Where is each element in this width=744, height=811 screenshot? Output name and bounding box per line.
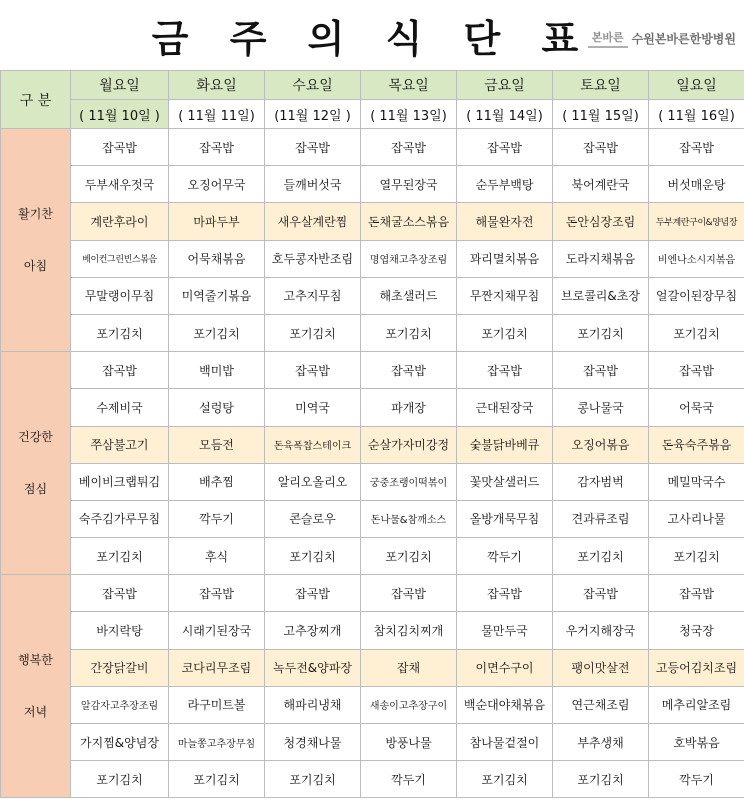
menu-item: 포기김치 xyxy=(553,761,649,798)
table-row xyxy=(1,166,744,203)
menu-item: 바지락탕 xyxy=(71,612,169,649)
menu-item: 열무된장국 xyxy=(361,166,457,203)
menu-item: 라구미트볼 xyxy=(169,686,265,723)
table-row xyxy=(1,426,744,463)
menu-item: 돈채굴소스볶음 xyxy=(361,203,457,240)
menu-item: 방풍나물 xyxy=(361,724,457,761)
menu-table xyxy=(0,70,744,798)
menu-item: 잡곡밥 xyxy=(649,352,744,389)
menu-item: 잡곡밥 xyxy=(265,575,361,612)
menu-item: 설렁탕 xyxy=(169,389,265,426)
menu-item: 메추리알조림 xyxy=(649,686,744,723)
menu-item: 포기김치 xyxy=(265,314,361,351)
menu-item: 포기김치 xyxy=(553,538,649,575)
date-cell: ( 11월 15일) xyxy=(553,100,649,129)
meal-label-line2: 점심 xyxy=(23,482,48,497)
menu-item: 포기김치 xyxy=(169,761,265,798)
day-header: 일요일 xyxy=(649,71,744,100)
menu-item: 배추찜 xyxy=(169,463,265,500)
menu-item: 잡곡밥 xyxy=(457,575,553,612)
menu-item: 청경채나물 xyxy=(265,724,361,761)
menu-item: 해초샐러드 xyxy=(361,277,457,314)
menu-item: 두부새우젓국 xyxy=(71,166,169,203)
menu-item: 잡곡밥 xyxy=(649,129,744,166)
menu-item: 순살가자미강정 xyxy=(361,426,457,463)
menu-item: 계란후라이 xyxy=(71,203,169,240)
meal-label xyxy=(1,129,71,352)
menu-item: 포기김치 xyxy=(649,538,744,575)
menu-item: 잡곡밥 xyxy=(457,352,553,389)
menu-item: 포기김치 xyxy=(169,314,265,351)
menu-item: 알감자고추장조림 xyxy=(71,686,169,723)
menu-item: 포기김치 xyxy=(361,538,457,575)
menu-item: 숙주김가루무침 xyxy=(71,500,169,537)
menu-item: 부추생채 xyxy=(553,724,649,761)
menu-item: 잡곡밥 xyxy=(169,129,265,166)
menu-item: 잡곡밥 xyxy=(553,352,649,389)
table-row xyxy=(1,686,744,723)
menu-item: 후식 xyxy=(169,538,265,575)
meal-label-line2: 저녁 xyxy=(23,705,48,720)
menu-item: 파개장 xyxy=(361,389,457,426)
menu-item: 포기김치 xyxy=(553,314,649,351)
menu-item: 깍두기 xyxy=(457,538,553,575)
menu-item: 물만두국 xyxy=(457,612,553,649)
table-row xyxy=(1,129,744,166)
menu-item: 잡곡밥 xyxy=(553,575,649,612)
menu-item: 근대된장국 xyxy=(457,389,553,426)
menu-item: 청국장 xyxy=(649,612,744,649)
menu-item: 어묵채볶음 xyxy=(169,240,265,277)
menu-item: 고추지무침 xyxy=(265,277,361,314)
menu-item: 잡곡밥 xyxy=(71,575,169,612)
menu-item: 알리오올리오 xyxy=(265,463,361,500)
menu-item: 무짠지채무침 xyxy=(457,277,553,314)
menu-item: 새우살계란찜 xyxy=(265,203,361,240)
menu-item: 백순대야채볶음 xyxy=(457,686,553,723)
meal-label-line1: 활기찬 xyxy=(18,207,53,222)
day-header: 수요일 xyxy=(265,71,361,100)
menu-item: 마파두부 xyxy=(169,203,265,240)
menu-item: 잡곡밥 xyxy=(169,575,265,612)
meal-label-line1: 건강한 xyxy=(18,430,53,445)
menu-item: 콘슬로우 xyxy=(265,500,361,537)
menu-item: 잡곡밥 xyxy=(265,129,361,166)
hospital-logo xyxy=(588,28,736,48)
menu-item: 브로콜리&초장 xyxy=(553,277,649,314)
menu-item: 깍두기 xyxy=(169,500,265,537)
menu-item: 깍두기 xyxy=(361,761,457,798)
menu-item: 마늘쫑고추장무침 xyxy=(169,724,265,761)
meal-label-line1: 행복한 xyxy=(18,653,53,668)
title-bar xyxy=(0,0,744,70)
table-row xyxy=(1,352,744,389)
menu-item: 잡곡밥 xyxy=(71,352,169,389)
date-cell: (11월 12일 ) xyxy=(265,100,361,129)
menu-item: 우거지해장국 xyxy=(553,612,649,649)
menu-item: 미역국 xyxy=(265,389,361,426)
date-row xyxy=(1,100,744,129)
day-header: 화요일 xyxy=(169,71,265,100)
menu-item: 들깨버섯국 xyxy=(265,166,361,203)
menu-item: 포기김치 xyxy=(649,314,744,351)
day-header: 금요일 xyxy=(457,71,553,100)
menu-item: 깍두기 xyxy=(649,761,744,798)
menu-item: 메밀막국수 xyxy=(649,463,744,500)
menu-item: 비엔나소시지볶음 xyxy=(649,240,744,277)
table-row xyxy=(1,649,744,686)
menu-item: 잡곡밥 xyxy=(265,352,361,389)
menu-item: 잡채 xyxy=(361,649,457,686)
menu-item: 포기김치 xyxy=(457,314,553,351)
table-row xyxy=(1,500,744,537)
menu-item: 궁중조랭이떡볶이 xyxy=(361,463,457,500)
menu-item: 미역줄기볶음 xyxy=(169,277,265,314)
menu-item: 베이컨그린빈스볶음 xyxy=(71,240,169,277)
menu-item: 북어계란국 xyxy=(553,166,649,203)
menu-item: 해물완자전 xyxy=(457,203,553,240)
table-row xyxy=(1,463,744,500)
menu-item: 고추장찌개 xyxy=(265,612,361,649)
menu-item: 포기김치 xyxy=(265,761,361,798)
table-row xyxy=(1,203,744,240)
menu-item: 순두부백탕 xyxy=(457,166,553,203)
menu-item: 팽이맛살전 xyxy=(553,649,649,686)
menu-item: 잡곡밥 xyxy=(71,129,169,166)
menu-item: 모듬전 xyxy=(169,426,265,463)
table-row xyxy=(1,389,744,426)
menu-item: 도라지채볶음 xyxy=(553,240,649,277)
date-cell: ( 11월 10일 ) xyxy=(71,100,169,129)
menu-item: 백미밥 xyxy=(169,352,265,389)
meal-label-line2: 아침 xyxy=(23,259,48,274)
date-cell: ( 11월 11일) xyxy=(169,100,265,129)
date-cell: ( 11월 16일) xyxy=(649,100,744,129)
table-row xyxy=(1,240,744,277)
menu-item: 명엽채고추장조림 xyxy=(361,240,457,277)
day-header: 토요일 xyxy=(553,71,649,100)
menu-item: 감자범벅 xyxy=(553,463,649,500)
menu-item: 잡곡밥 xyxy=(457,129,553,166)
menu-item: 숯불닭바베큐 xyxy=(457,426,553,463)
menu-item: 녹두전&양파장 xyxy=(265,649,361,686)
menu-item: 두부계란구이&양념장 xyxy=(649,203,744,240)
menu-item: 돈육폭찹스테이크 xyxy=(265,426,361,463)
menu-item: 포기김치 xyxy=(71,538,169,575)
day-header: 월요일 xyxy=(71,71,169,100)
menu-item: 잡곡밥 xyxy=(553,129,649,166)
menu-item: 해파리냉채 xyxy=(265,686,361,723)
menu-item: 돈안심장조림 xyxy=(553,203,649,240)
menu-item: 쭈삼불고기 xyxy=(71,426,169,463)
menu-item: 무말랭이무침 xyxy=(71,277,169,314)
menu-item: 가지찜&양념장 xyxy=(71,724,169,761)
menu-item: 포기김치 xyxy=(265,538,361,575)
table-row xyxy=(1,277,744,314)
gubun-header: 구 분 xyxy=(1,71,71,129)
menu-item: 이면수구이 xyxy=(457,649,553,686)
day-header: 목요일 xyxy=(361,71,457,100)
menu-item: 꽃맛살샐러드 xyxy=(457,463,553,500)
table-row xyxy=(1,724,744,761)
menu-item: 잡곡밥 xyxy=(361,575,457,612)
meal-body xyxy=(1,129,744,798)
menu-item: 시래기된장국 xyxy=(169,612,265,649)
menu-item: 고사리나물 xyxy=(649,500,744,537)
table-row xyxy=(1,761,744,798)
table-row xyxy=(1,575,744,612)
menu-item: 포기김치 xyxy=(71,314,169,351)
menu-item: 참나물겉절이 xyxy=(457,724,553,761)
menu-item: 베이비크랩튀김 xyxy=(71,463,169,500)
table-row xyxy=(1,314,744,351)
date-cell: ( 11월 14일) xyxy=(457,100,553,129)
menu-item: 연근채조림 xyxy=(553,686,649,723)
menu-item: 호두콩자반조림 xyxy=(265,240,361,277)
meal-label xyxy=(1,352,71,575)
menu-item: 견과류조림 xyxy=(553,500,649,537)
menu-item: 포기김치 xyxy=(457,761,553,798)
menu-item: 버섯매운탕 xyxy=(649,166,744,203)
menu-item: 꽈리멸치볶음 xyxy=(457,240,553,277)
menu-item: 코다리무조림 xyxy=(169,649,265,686)
menu-item: 수제비국 xyxy=(71,389,169,426)
menu-item: 얼갈이된장무침 xyxy=(649,277,744,314)
menu-item: 어묵국 xyxy=(649,389,744,426)
menu-item: 호박볶음 xyxy=(649,724,744,761)
menu-item: 돈나물&참깨소스 xyxy=(361,500,457,537)
menu-item: 잡곡밥 xyxy=(649,575,744,612)
day-header-row xyxy=(1,71,744,100)
menu-item: 잡곡밥 xyxy=(361,352,457,389)
menu-item: 오징어볶음 xyxy=(553,426,649,463)
menu-item: 고등어김치조림 xyxy=(649,649,744,686)
menu-item: 잡곡밥 xyxy=(361,129,457,166)
menu-item: 오징어무국 xyxy=(169,166,265,203)
date-cell: ( 11월 13일) xyxy=(361,100,457,129)
page-title: 금 주 의 식 단 표 xyxy=(151,17,593,61)
menu-item: 간장닭갈비 xyxy=(71,649,169,686)
menu-item: 새송이고추장구이 xyxy=(361,686,457,723)
menu-item: 올방개묵무침 xyxy=(457,500,553,537)
logo-text: 수원본바른한방병원 xyxy=(631,31,736,46)
menu-item: 포기김치 xyxy=(361,314,457,351)
menu-item: 돈육숙주볶음 xyxy=(649,426,744,463)
logo-mark: 본바른 xyxy=(588,28,628,48)
menu-item: 포기김치 xyxy=(71,761,169,798)
table-row xyxy=(1,612,744,649)
meal-label xyxy=(1,575,71,798)
table-row xyxy=(1,538,744,575)
menu-item: 콩나물국 xyxy=(553,389,649,426)
menu-item: 참치김치찌개 xyxy=(361,612,457,649)
